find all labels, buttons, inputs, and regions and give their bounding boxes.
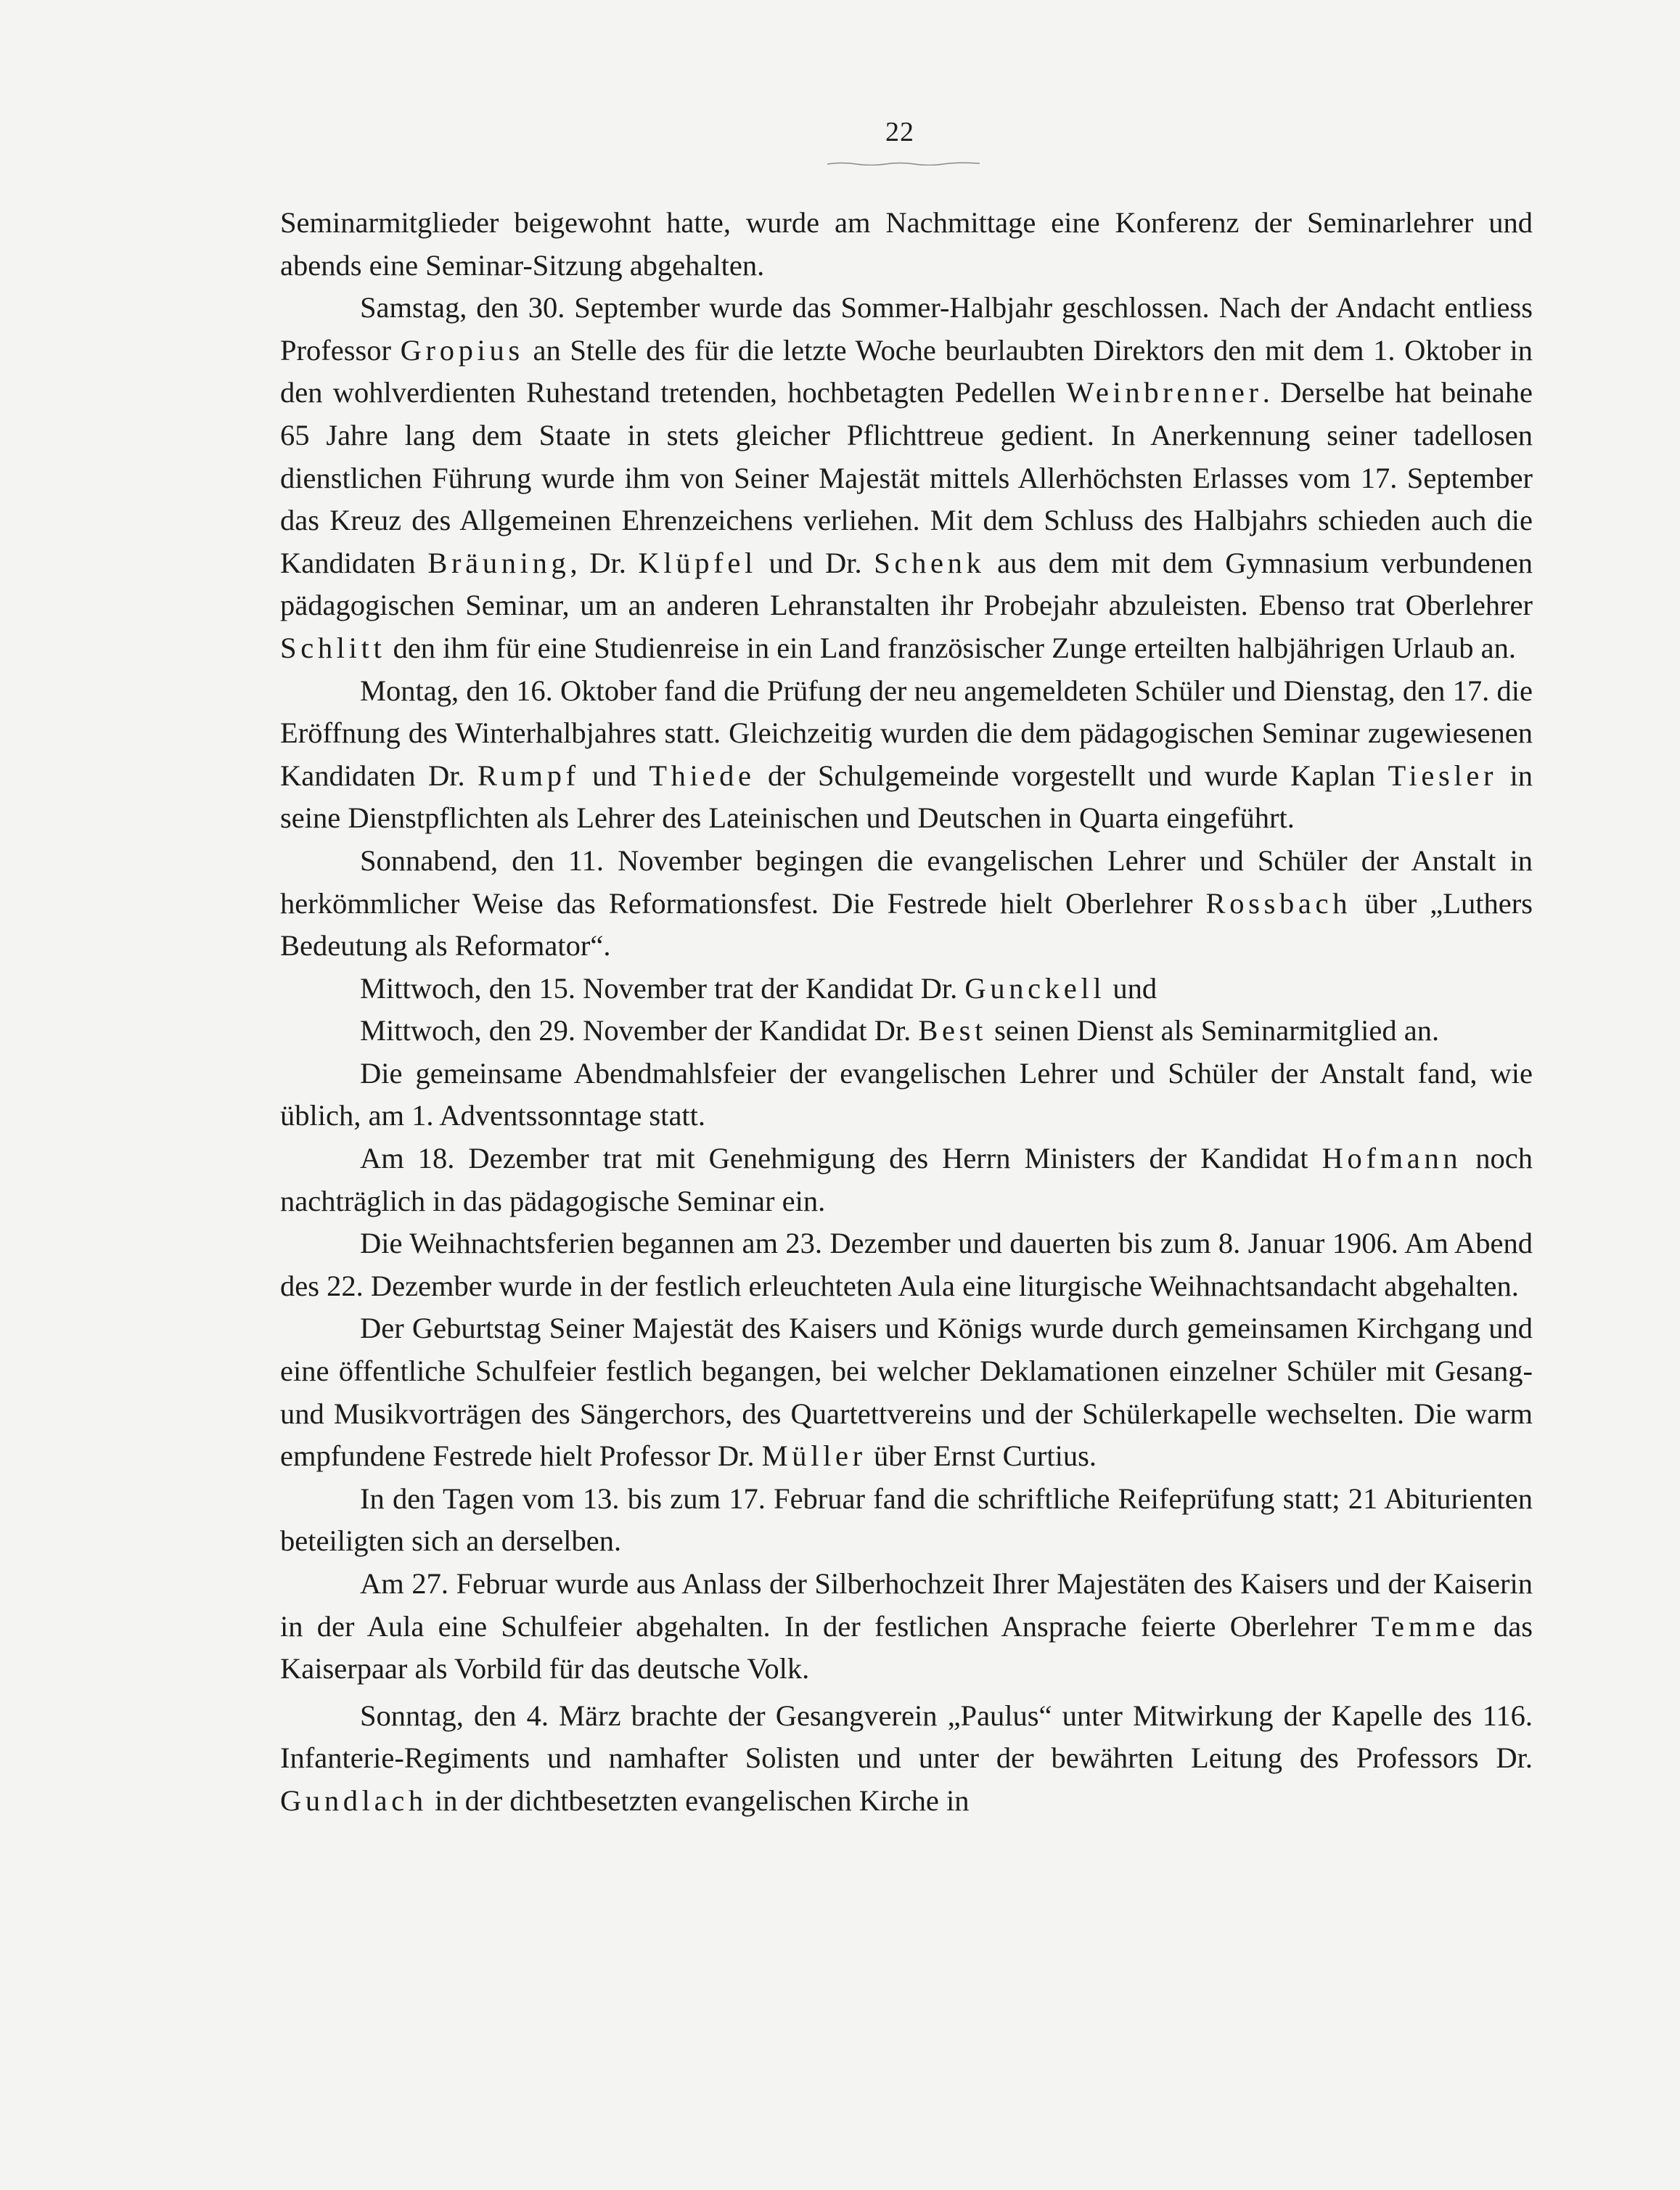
text-run: und Dr. [756, 546, 874, 579]
spaced-name: Schenk [874, 546, 986, 579]
text-run: . Derselbe hat beinahe 65 Jahre lang dem Staate in stets gleicher Pflichttreue gedient. In Anerkennung seiner tadellosen dienstlichen Führung wurde ihm von Seiner Majestät mittels Allerhöchsten Erlasses vom 17. September das Kreuz des Allgemeinen Ehrenzeichens verliehen. Mit dem Schluss des Halbjahrs schieden auch die Kandidaten [280, 376, 1533, 579]
text-run: Sonnabend, den 11. November begingen die evangelischen Lehrer und Schüler der Anstalt in herkömmlicher Weise das Reformationsfest. Die Festrede hielt Oberlehrer [280, 843, 1533, 920]
body-text [280, 202, 1533, 1823]
text-run: Die Weihnachtsferien begannen am 23. Dezember und dauerten bis zum 8. Januar 1906. Am Abend des 22. Dezember wurde in der festlich erleuchteten Aula eine liturgische Weihnachtsandacht abgehalten. [280, 1227, 1533, 1302]
paragraph [280, 1478, 1533, 1563]
decorative-rule [827, 161, 980, 166]
text-run: Mittwoch, den 15. November trat der Kandidat Dr. [360, 971, 965, 1005]
text-run: in der dichtbesetzten evangelischen Kirche in [427, 1784, 970, 1817]
paragraph [280, 287, 1533, 669]
text-run: Samstag, den 30. September wurde das Sommer-Halbjahr geschlossen. Nach der Andacht entliess Professor [280, 291, 1533, 367]
text-run: Am 27. Februar wurde aus Anlass der Silberhochzeit Ihrer Majestäten des Kaisers und der Kaiserin in der Aula eine Schulfeier abgehalten. In der festlichen Ansprache feierte Oberlehrer [280, 1567, 1533, 1643]
spaced-name: Hofmann [1322, 1142, 1462, 1175]
paragraph [280, 1563, 1533, 1691]
paragraph [280, 1222, 1533, 1307]
text-run: über Ernst Curtius. [866, 1439, 1097, 1473]
text-run: Die gemeinsame Abendmahlsfeier der evangelischen Lehrer und Schüler der Anstalt fand, wie üblich, am 1. Adventssonntage statt. [280, 1056, 1533, 1132]
text-run: über „Luthers Bedeutung als Reformator“. [280, 886, 1533, 963]
spaced-name: Gropius [400, 333, 524, 367]
text-run: an Stelle des für die letzte Woche beurlaubten Direktors den mit dem 1. Oktober in den wohlverdienten Ruhestand tretenden, hochbetagten Pedellen [280, 333, 1533, 409]
spaced-name: Müller [761, 1439, 866, 1473]
text-run: der Schulgemeinde vorgestellt und wurde Kaplan [755, 759, 1388, 792]
spaced-name: Weinbrenner [1066, 376, 1263, 409]
paragraph [280, 1137, 1533, 1222]
text-run: seinen Dienst als Seminarmitglied an. [987, 1014, 1440, 1047]
text-run: Seminarmitglieder beigewohnt hatte, wurde am Nachmittage eine Konferenz der Seminarlehrer und abends eine Seminar-Sitzung abgehalten. [280, 206, 1533, 282]
text-run: In den Tagen vom 13. bis zum 17. Februar fand die schriftliche Reifeprüfung statt; 21 Abiturienten beteiligten sich an derselben. [280, 1482, 1533, 1558]
text-run: den ihm für eine Studienreise in ein Land französischer Zunge erteilten halbjährigen Urlaub an. [385, 631, 1517, 664]
paragraph [280, 840, 1533, 968]
spaced-name: Gunckell [964, 971, 1106, 1005]
paragraph [280, 202, 1533, 287]
text-run: , Dr. [570, 546, 639, 579]
text-run: Mittwoch, den 29. November der Kandidat Dr. [360, 1014, 919, 1047]
spaced-name: Rossbach [1205, 886, 1352, 920]
text-run: das Kaiserpaar als Vorbild für das deutsche Volk. [280, 1609, 1533, 1686]
text-run: Montag, den 16. Oktober fand die Prüfung der neu angemeldeten Schüler und Dienstag, den 17. die Eröffnung des Winterhalbjahres statt. Gleichzeitig wurden die dem pädagogischen Seminar zugewiesenen Kandidaten Dr. [280, 674, 1533, 792]
paragraph [280, 1307, 1533, 1477]
spaced-name: Tiesler [1388, 759, 1498, 792]
text-run: noch nachträglich in das pädagogische Seminar ein. [280, 1142, 1533, 1217]
page-number: 22 [885, 117, 914, 147]
text-run: und [1105, 971, 1157, 1005]
spaced-name: Klüpfel [638, 546, 757, 579]
paragraph [280, 1010, 1533, 1053]
spaced-name: Temme [1371, 1609, 1480, 1643]
spaced-name: Rumpf [477, 759, 580, 792]
text-run: in seine Dienstpflichten als Lehrer des Lateinischen und Deutschen in Quarta eingeführt. [280, 759, 1533, 835]
text-run: aus dem mit dem Gymnasium verbundenen pädagogischen Seminar, um an anderen Lehranstalten ihr Probejahr abzuleisten. Ebenso trat Oberlehrer [280, 546, 1533, 622]
spaced-name: Bräuning [427, 546, 570, 579]
spaced-name: Best [918, 1014, 988, 1047]
spaced-name: Schlitt [280, 631, 386, 664]
paragraph [280, 1053, 1533, 1137]
paragraph [280, 968, 1533, 1010]
text-run: und [579, 759, 650, 792]
paragraph [280, 1695, 1533, 1823]
text-run: Am 18. Dezember trat mit Genehmigung des Herrn Ministers der Kandidat [360, 1142, 1322, 1175]
spaced-name: Thiede [649, 759, 755, 792]
paragraph [280, 670, 1533, 840]
spaced-name: Gundlach [280, 1784, 427, 1817]
text-run: Der Geburtstag Seiner Majestät des Kaisers und Königs wurde durch gemeinsamen Kirchgang und eine öffentliche Schulfeier festlich begangen, bei welcher Deklamationen einzelner Schüler mit Gesang- und Musikvorträgen des Sängerchors, des Quartettvereins und der Schülerkapelle wechselten. Die warm empfundene Festrede hielt Professor Dr. [280, 1312, 1533, 1473]
text-run: Sonntag, den 4. März brachte der Gesangverein „Paulus“ unter Mitwirkung der Kapelle des 116. Infanterie-Regiments und namhafter Solisten und unter der bewährten Leitung des Professors Dr. [280, 1699, 1533, 1775]
